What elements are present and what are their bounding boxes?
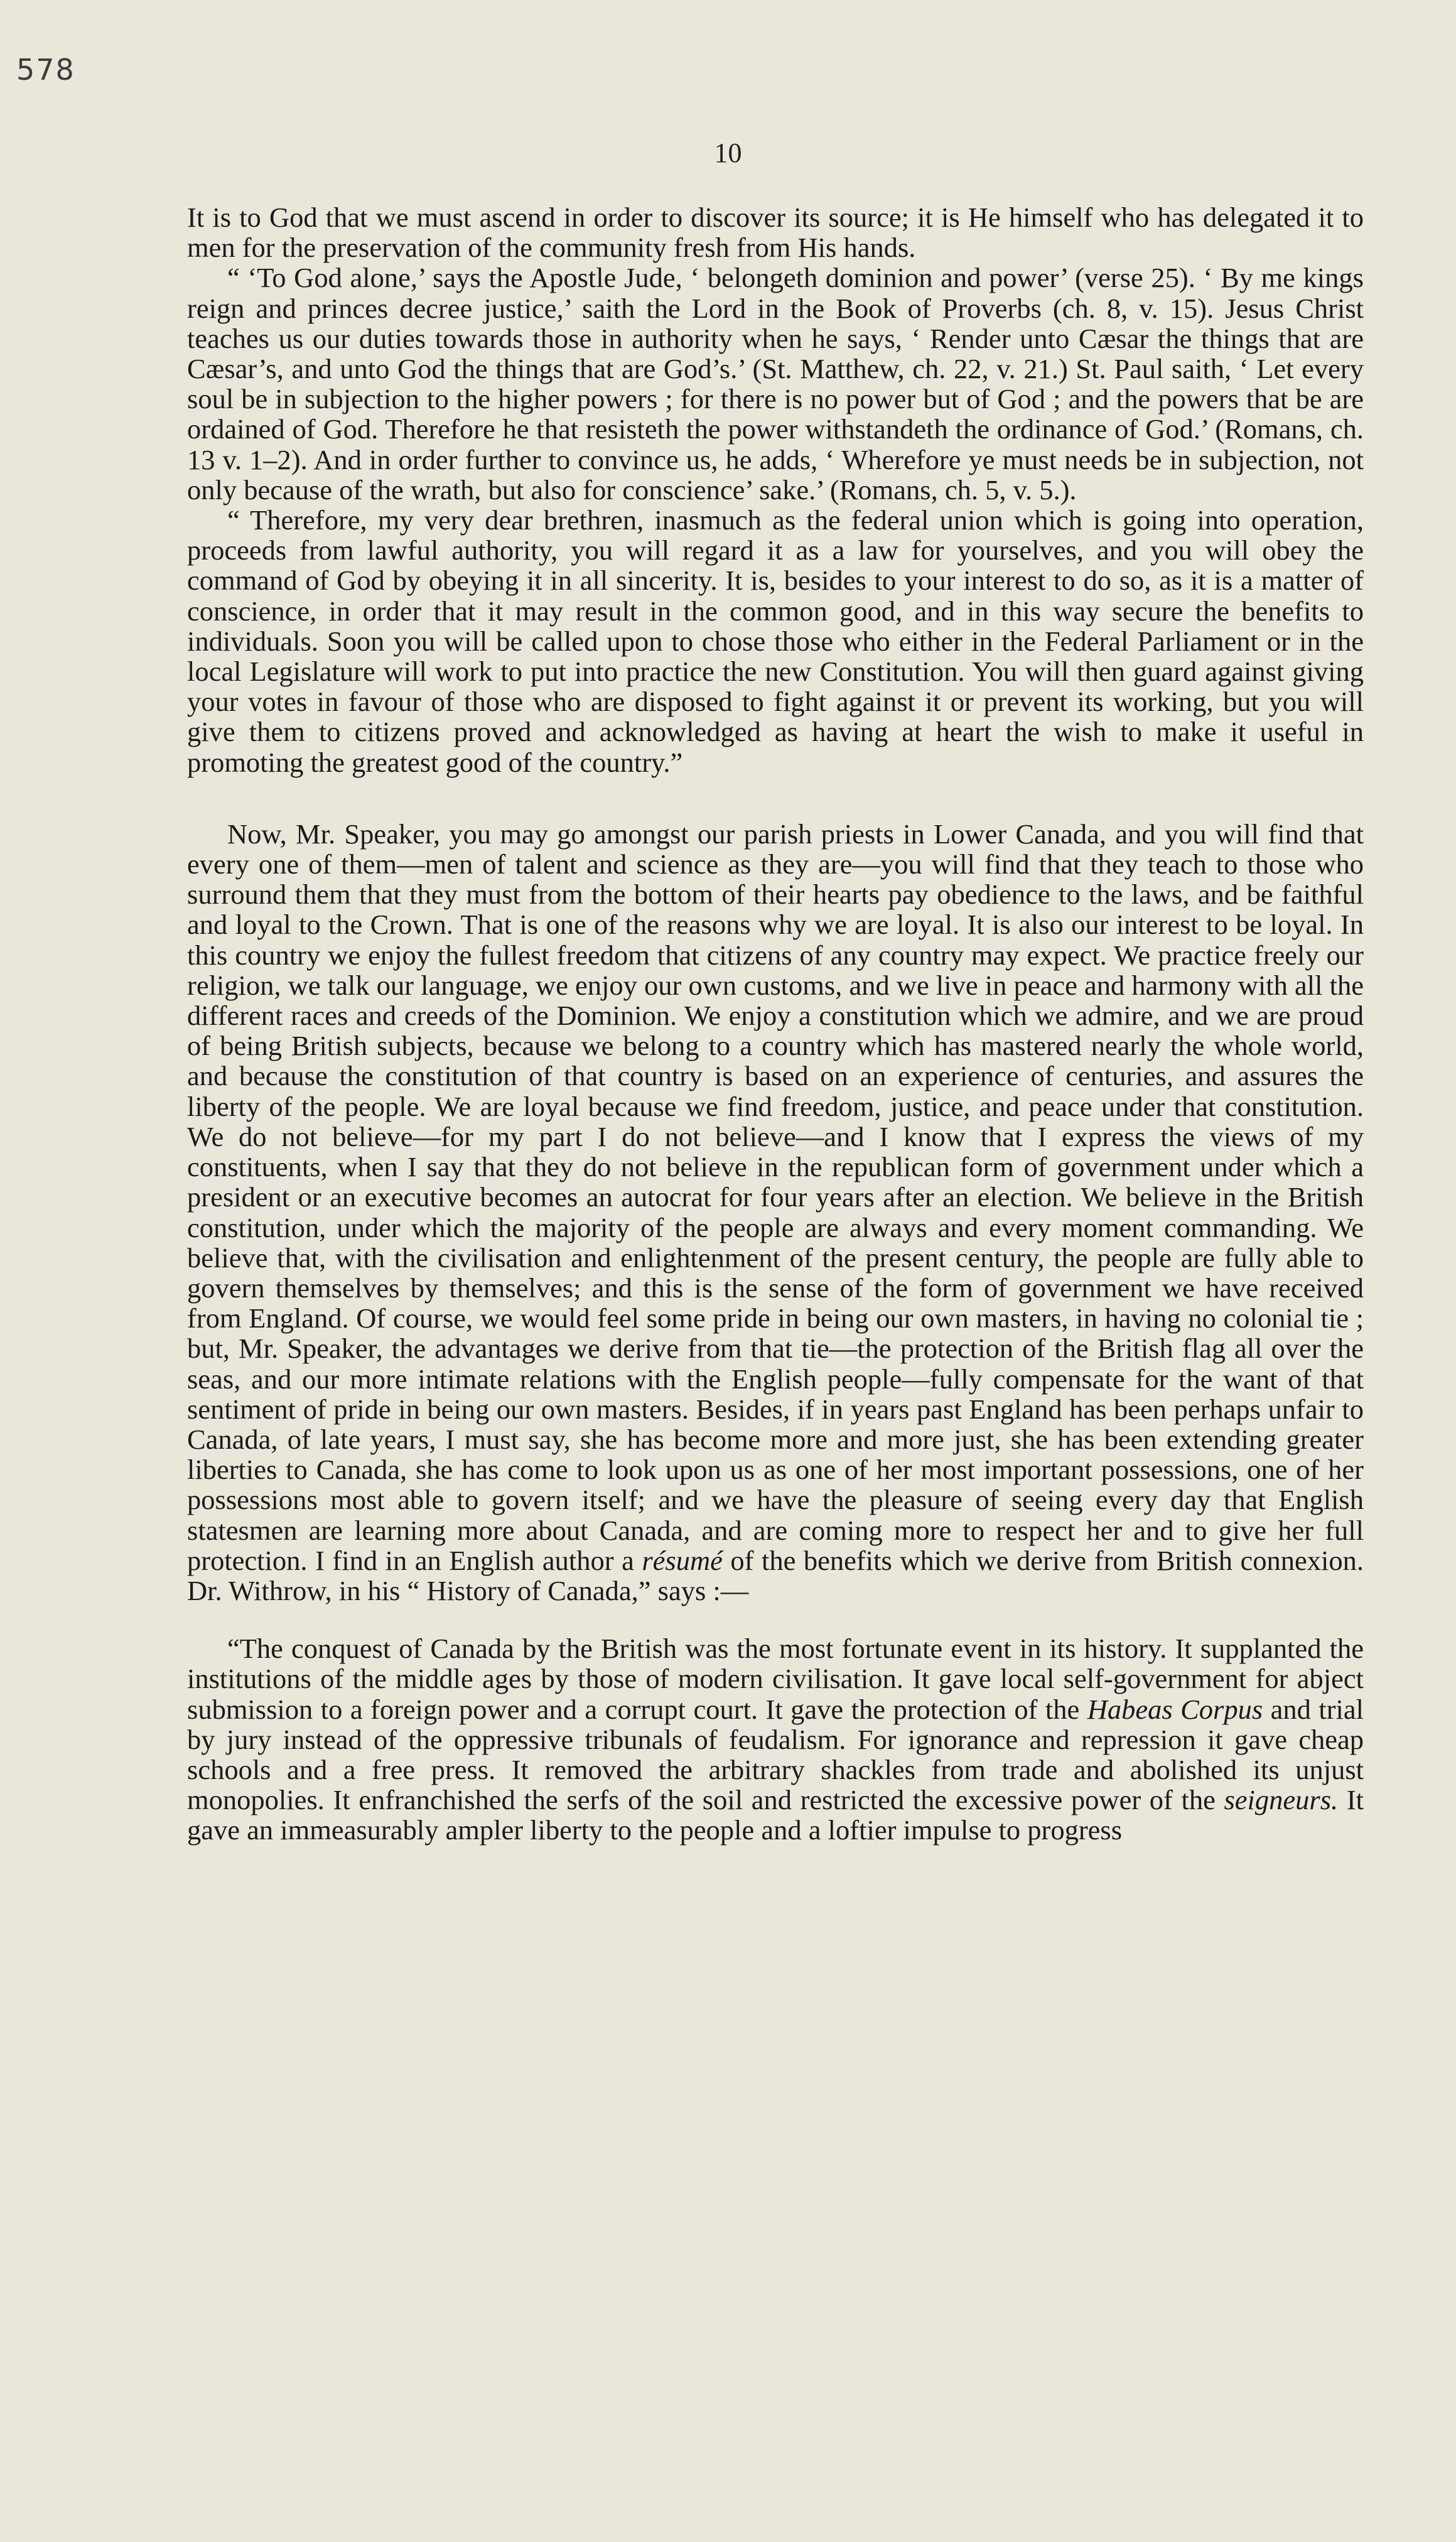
body-text	[187, 202, 1364, 1846]
italic-text: Habeas Corpus	[1087, 1693, 1263, 1725]
paragraph	[187, 202, 1364, 262]
italic-text: résumé	[642, 1544, 723, 1576]
text-run: It gave an immeasurably ampler liberty to the people and a loftier impulse to progress	[187, 1784, 1364, 1846]
page-number: 10	[714, 138, 742, 168]
paragraph-quote-scripture	[187, 262, 1364, 505]
archive-page-number: 578	[16, 53, 75, 87]
paragraph-quote-pastoral	[187, 505, 1364, 777]
text-run: and trial by jury instead of the oppressive tribunals of feudalism. For ignorance and repression it gave cheap schools and a free press. It removed the arbitrary shackles from trade and abolished its unjust monopolies. It enfranchished the serfs of the soil and restricted the excessive power of the	[187, 1693, 1364, 1816]
paragraph-speech	[187, 819, 1364, 1606]
text-run: “ ‘To God alone,’ says the Apostle Jude, ‘ belongeth dominion and power’ (verse 25). ‘ By me kings reign and princes decree justice,’ saith the Lord in the Book of Proverbs (ch. 8, v. 15). Jesus Christ teaches us our duties towards those in authority when he says, ‘ Render unto Cæsar the things that are Cæsar’s, and unto God the things that are God’s.’ (St. Matthew, ch. 22, v. 21.) St. Paul saith, ‘ Let every soul be in subjection to the higher powers ; for there is no power but of God ; and the powers that be are ordained of God. Therefore he that resisteth the power withstandeth the ordinance of God.’ (Romans, ch. 13 v. 1–2). And in order further to convince us, he adds, ‘ Wherefore ye must needs be in subjection, not only because of the wrath, but also for conscience’ sake.’ (Romans, ch. 5, v. 5.).	[187, 262, 1364, 506]
text-run: It is to God that we must ascend in order to discover its source; it is He himself who has delegated it to men for the preservation of the community fresh from His hands.	[187, 202, 1364, 264]
paragraph-quote-withrow	[187, 1633, 1364, 1845]
text-run: “ Therefore, my very dear brethren, inasmuch as the federal union which is going into operation, proceeds from lawful authority, you will regard it as a law for yourselves, and you will obey the command of God by obeying it in all sincerity. It is, besides to your interest to do so, as it is a matter of conscience, in order that it may result in the common good, and in this way secure the benefits to individuals. Soon you will be called upon to chose those who either in the Federal Parliament or in the local Legislature will work to put into practice the new Constitution. You will then guard against giving your votes in favour of those who are disposed to fight against it or prevent its working, but you will give them to citizens proved and acknowledged as having at heart the wish to make it useful in promoting the greatest good of the country.”	[187, 504, 1364, 778]
text-run: Now, Mr. Speaker, you may go amongst our parish priests in Lower Canada, and you will find that every one of them—men of talent and science as they are—you will find that they teach to those who surround them that they must from the bottom of their hearts pay obedience to the laws, and be faithful and loyal to the Crown. That is one of the reasons why we are loyal. It is also our interest to be loyal. In this country we enjoy the fullest freedom that citizens of any country may expect. We practice freely our religion, we talk our language, we enjoy our own customs, and we live in peace and harmony with all the different races and creeds of the Dominion. We enjoy a constitution which we admire, and we are proud of being British subjects, because we belong to a country which has mastered nearly the whole world, and because the constitution of that country is based on an experience of centuries, and assures the liberty of the people. We are loyal because we find freedom, justice, and peace under that constitution. We do not believe—for my part I do not believe—and I know that I express the views of my constituents, when I say that they do not believe in the republican form of government under which a president or an executive becomes an autocrat for four years after an election. We believe in the British constitution, under which the majority of the people are always and every moment commanding. We believe that, with the civilisation and enlightenment of the present century, the people are fully able to govern themselves by themselves; and this is the sense of the form of government we have received from England. Of course, we would feel some pride in being our own masters, in having no colonial tie ; but, Mr. Speaker, the advantages we derive from that tie—the protection of the British flag all over the seas, and our more intimate relations with the English people—fully compensate for the want of that sentiment of pride in being our own masters. Besides, if in years past England has been perhaps unfair to Canada, of late years, I must say, she has become more and more just, she has been extending greater liberties to Canada, she has come to look upon us as one of her most important possessions, one of her possessions most able to govern itself; and we have the pleasure of seeing every day that English statesmen are learning more about Canada, and are coming more to respect her and to give her full protection. I find in an English author a	[187, 818, 1364, 1576]
text-run: of the benefits which we derive from British connexion. Dr. Withrow, in his “ History of Canada,” says :—	[187, 1544, 1364, 1606]
text-run: “The conquest of Canada by the British was the most fortunate event in its history. It supplanted the institutions of the middle ages by those of modern civilisation. It gave local self-government for abject submission to a foreign power and a corrupt court. It gave the protection of the	[187, 1633, 1364, 1725]
italic-text: seigneurs.	[1224, 1784, 1339, 1816]
